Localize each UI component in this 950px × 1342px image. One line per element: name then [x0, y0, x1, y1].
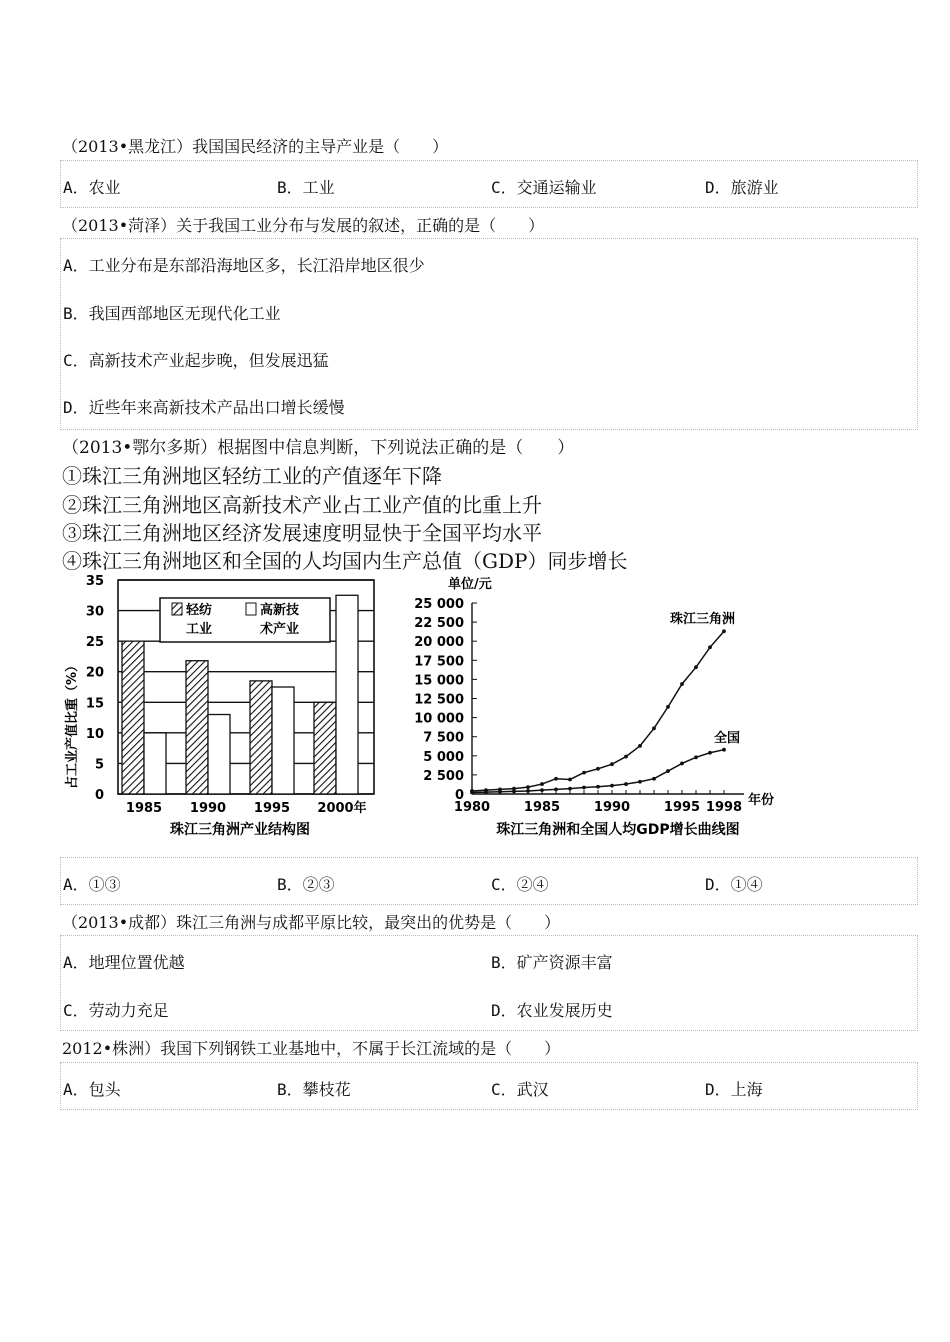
x-tick-label: 1985 [523, 800, 561, 815]
point-national [680, 762, 684, 766]
q5-option-b[interactable]: B．攀枝花 [277, 1080, 351, 1099]
point-national [624, 782, 628, 786]
q3-option-b[interactable]: B．②③ [277, 875, 335, 894]
line-chart-unit-label: 单位/元 [448, 577, 492, 592]
y-tick-label: 5 [94, 757, 104, 773]
bar-textile [314, 702, 336, 794]
q3-statement-1: ①珠江三角洲地区轻纺工业的产值逐年下降 [62, 464, 442, 488]
bar-hightech [144, 733, 166, 794]
point-national [554, 788, 558, 792]
bar-chart-ylabel: 占工业产值比重（%） [65, 658, 80, 790]
point-prd [652, 726, 656, 730]
q3-statement-3: ③珠江三角洲地区经济发展速度明显快于全国平均水平 [62, 521, 542, 545]
legend-label-hightech-2: 术产业 [260, 622, 300, 637]
point-national [470, 791, 474, 795]
point-prd [582, 771, 586, 775]
q2-option-b[interactable]: B．我国西部地区无现代化工业 [63, 304, 281, 323]
bar-hightech [272, 687, 294, 794]
y-tick-label: 20 [85, 665, 104, 681]
legend-swatch-hightech [246, 603, 256, 615]
legend-swatch-textile [172, 603, 182, 615]
point-national [568, 787, 572, 791]
q4-option-d[interactable]: D．农业发展历史 [491, 1001, 613, 1020]
point-national [722, 748, 726, 752]
question-5-stem: 2012•株洲）我国下列钢铁工业基地中，不属于长江流域的是（ ） [62, 1039, 561, 1058]
q3-statement-2: ②珠江三角洲地区高新技术产业占工业产值的比重上升 [62, 493, 542, 517]
y-tick-label: 35 [85, 574, 104, 589]
question-1-stem: （2013•黑龙江）我国国民经济的主导产业是（ ） [62, 137, 449, 156]
x-tick-label: 1990 [593, 800, 631, 815]
bar-hightech [208, 715, 230, 794]
q2-option-c[interactable]: C．高新技术产业起步晚，但发展迅猛 [63, 351, 329, 370]
legend-label-textile-2: 工业 [186, 622, 213, 637]
point-prd [610, 762, 614, 766]
gdp-growth-line-chart [400, 572, 800, 842]
x-tick-label: 1985 [125, 801, 163, 816]
x-tick-label: 1995 [253, 801, 291, 816]
question-3-options [60, 857, 918, 905]
question-4-options [60, 935, 918, 1031]
point-national [652, 777, 656, 781]
q3-option-c[interactable]: C．②④ [491, 875, 549, 894]
series-label-national: 全国 [714, 731, 741, 746]
x-tick-label: 1998 [705, 800, 743, 815]
point-prd [526, 785, 530, 789]
q3-statement-4: ④珠江三角洲地区和全国的人均国内生产总值（GDP）同步增长 [62, 549, 628, 573]
y-tick-label: 17 500 [414, 654, 464, 670]
question-2-stem: （2013•菏泽）关于我国工业分布与发展的叙述，正确的是（ ） [62, 216, 545, 235]
point-national [596, 785, 600, 789]
point-national [526, 789, 530, 793]
q4-option-b[interactable]: B．矿产资源丰富 [491, 953, 613, 972]
q4-option-c[interactable]: C．劳动力充足 [63, 1001, 169, 1020]
point-prd [554, 777, 558, 781]
y-tick-label: 15 [85, 696, 104, 712]
y-tick-label: 25 [85, 635, 104, 651]
point-prd [666, 705, 670, 709]
bar-textile [122, 641, 144, 794]
point-national [512, 789, 516, 793]
bar-chart-title: 珠江三角洲产业结构图 [170, 822, 310, 838]
y-tick-label: 0 [94, 788, 104, 803]
point-national [540, 788, 544, 792]
legend-label-textile-1: 轻纺 [186, 603, 213, 618]
y-tick-label: 30 [85, 604, 104, 620]
x-tick-label: 1980 [453, 800, 491, 815]
q1-option-d[interactable]: D．旅游业 [705, 178, 779, 197]
point-national [708, 751, 712, 755]
point-prd [722, 629, 726, 633]
series-label-prd: 珠江三角洲 [670, 612, 736, 627]
q3-option-a[interactable]: A．①③ [63, 875, 121, 894]
point-national [694, 755, 698, 759]
y-tick-label: 25 000 [414, 597, 464, 612]
line-chart-xlabel: 年份 [748, 793, 775, 808]
x-tick-label: 1995 [663, 800, 701, 815]
y-tick-label: 22 500 [414, 616, 464, 632]
bar-textile [250, 681, 272, 794]
y-tick-label: 7 500 [423, 730, 464, 746]
point-national [610, 784, 614, 788]
y-tick-label: 5 000 [423, 749, 464, 765]
point-prd [568, 778, 572, 782]
question-5-options [60, 1062, 918, 1110]
point-prd [694, 665, 698, 669]
bar-textile [186, 661, 208, 794]
point-prd [680, 682, 684, 686]
q3-option-d[interactable]: D．①④ [705, 875, 763, 894]
y-tick-label: 12 500 [414, 692, 464, 708]
q4-option-a[interactable]: A．地理位置优越 [63, 953, 185, 972]
y-tick-label: 20 000 [414, 635, 464, 651]
point-national [484, 790, 488, 794]
y-tick-label: 10 000 [414, 711, 464, 727]
bar-hightech [336, 595, 358, 794]
legend-label-hightech-1: 高新技 [260, 603, 300, 618]
q2-option-a[interactable]: A．工业分布是东部沿海地区多，长江沿岸地区很少 [63, 256, 425, 275]
question-4-stem: （2013•成都）珠江三角洲与成都平原比较，最突出的优势是（ ） [62, 913, 561, 932]
point-prd [708, 645, 712, 649]
q5-option-a[interactable]: A．包头 [63, 1080, 121, 1099]
q1-option-a[interactable]: A．农业 [63, 178, 121, 197]
x-tick-label: 1990 [189, 801, 227, 816]
q5-option-c[interactable]: C．武汉 [491, 1080, 549, 1099]
y-tick-label: 0 [454, 788, 464, 803]
y-tick-label: 2 500 [423, 768, 464, 784]
y-tick-label: 10 [85, 726, 104, 742]
x-tick-label: 2000年 [317, 801, 367, 816]
point-prd [540, 782, 544, 786]
q2-option-d[interactable]: D．近些年来高新技术产品出口增长缓慢 [63, 398, 345, 417]
point-national [666, 769, 670, 773]
q5-option-d[interactable]: D．上海 [705, 1080, 763, 1099]
question-1-options [60, 160, 918, 208]
y-tick-label: 15 000 [414, 673, 464, 689]
point-prd [638, 744, 642, 748]
line-chart-title: 珠江三角洲和全国人均GDP增长曲线图 [496, 822, 740, 838]
question-2-options [60, 238, 918, 430]
point-prd [596, 767, 600, 771]
industry-structure-bar-chart [60, 572, 390, 842]
q1-option-b[interactable]: B．工业 [277, 178, 335, 197]
point-national [498, 790, 502, 794]
question-3-stem: （2013•鄂尔多斯）根据图中信息判断，下列说法正确的是（ ） [62, 438, 575, 458]
point-national [638, 780, 642, 784]
point-national [582, 786, 586, 790]
point-prd [624, 755, 628, 759]
q1-option-c[interactable]: C．交通运输业 [491, 178, 597, 197]
